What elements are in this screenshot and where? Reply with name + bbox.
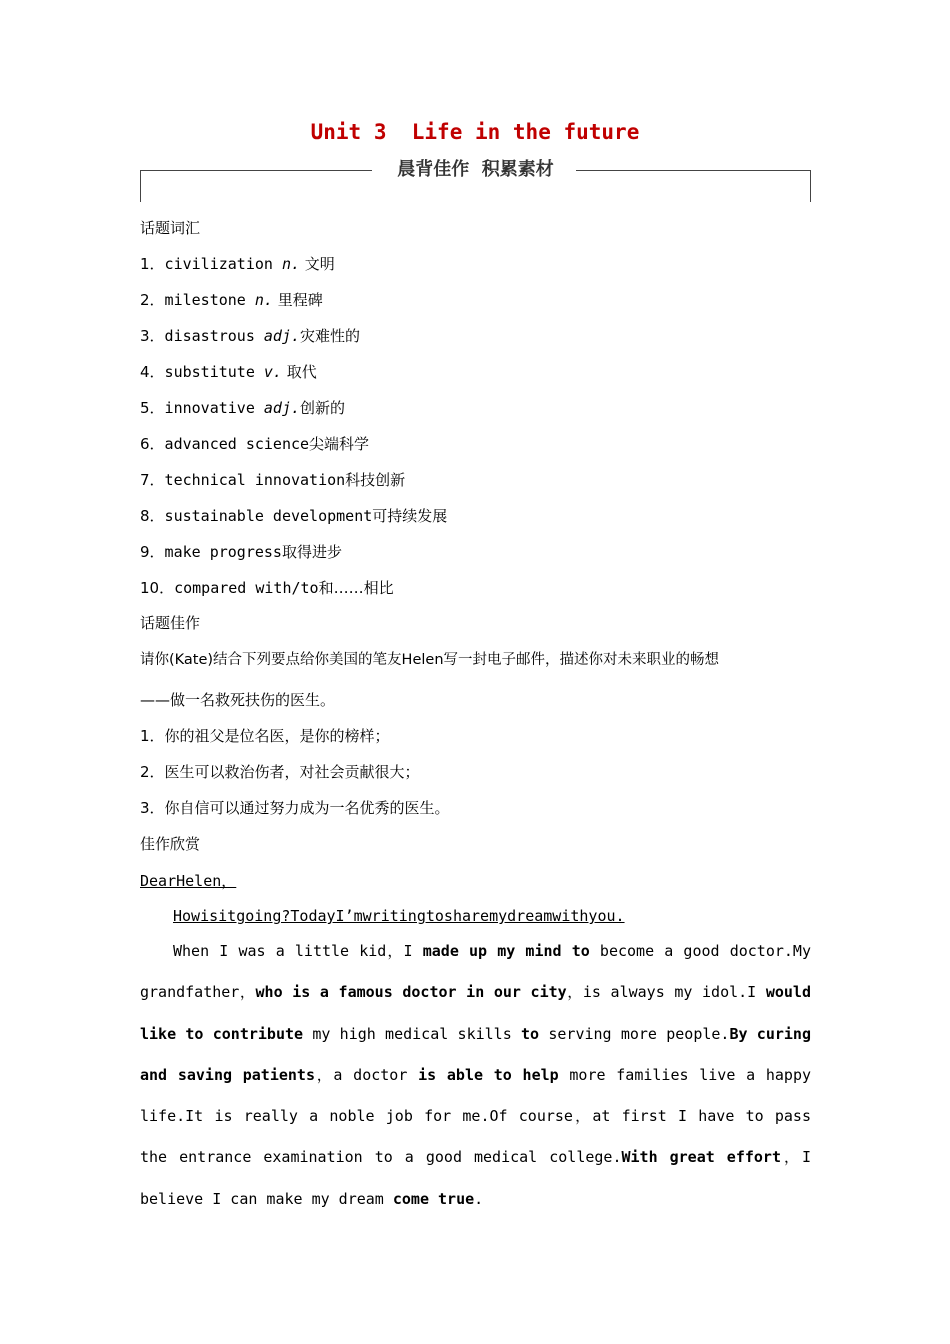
letter-opening: Howisitgoing?TodayI’mwritingtosharemydreamwithyou.	[173, 907, 625, 925]
vocab-meaning: 尖端科学	[309, 435, 370, 453]
vocab-number: 8．	[140, 507, 165, 525]
vocab-number: 4．	[140, 363, 165, 381]
letter-text: ，a doctor	[315, 1065, 419, 1084]
writing-heading: 话题佳作	[140, 614, 201, 632]
vocab-heading: 话题词汇	[140, 219, 201, 237]
letter-key-phrase: who is a famous doctor in our city	[255, 983, 567, 1002]
task-point: 1．你的祖父是位名医，是你的榜样；	[140, 727, 390, 745]
letter-key-phrase: made up my mind to	[422, 942, 590, 960]
vocab-pos: adj.	[263, 327, 301, 345]
vocab-meaning: 里程碑	[272, 291, 323, 309]
letter-text: more families live a happy life.It is really a noble job for me.Of course，at first I have to pass the entrance examination to a good medical college.	[140, 1065, 812, 1167]
letter-text: my high medical skills	[303, 1024, 522, 1043]
task-line: 请你(Kate)结合下列要点给你美国的笔友Helen写一封电子邮件，描述你对未来职业的畅想	[140, 652, 720, 668]
vocab-item	[140, 434, 369, 454]
vocab-number: 10．	[140, 579, 175, 597]
letter-greeting: DearHelen，	[140, 872, 237, 890]
vocab-meaning: 取代	[281, 363, 317, 381]
letter-text: When I was a little kid，I	[173, 942, 423, 960]
letter-text: serving more people.	[539, 1024, 730, 1043]
vocab-number: 5．	[140, 399, 165, 417]
vocab-pos: n.	[254, 291, 273, 309]
vocab-meaning: 文明	[300, 255, 335, 273]
page-title: Unit 3 Life in the future	[310, 120, 640, 144]
vocab-word: milestone	[164, 291, 255, 309]
vocab-number: 1．	[140, 255, 165, 273]
vocab-word: civilization	[164, 255, 282, 273]
vocab-meaning: 创新的	[300, 399, 346, 417]
vocab-number: 2．	[140, 291, 165, 309]
section-banner	[140, 158, 811, 202]
letter-text: ，I believe I can make my dream	[140, 1148, 811, 1208]
vocab-item	[140, 290, 323, 310]
vocab-item	[140, 578, 394, 598]
vocab-item	[140, 506, 447, 526]
letter-text: .	[474, 1189, 484, 1208]
task-point: 3．你自信可以通过努力成为一名优秀的医生。	[140, 799, 450, 817]
letter-body	[140, 931, 811, 1220]
letter-key-phrase: come true	[392, 1189, 475, 1208]
vocab-word: advanced science	[164, 435, 310, 453]
vocab-word: compared with/to	[174, 579, 319, 597]
vocab-meaning: 可持续发展	[372, 507, 448, 525]
vocab-meaning: 灾难性的	[300, 327, 361, 345]
vocab-number: 3．	[140, 327, 165, 345]
vocab-meaning: 科技创新	[345, 471, 406, 489]
vocab-item	[140, 254, 335, 274]
vocab-meaning: 取得进步	[281, 543, 342, 561]
vocab-number: 9．	[140, 543, 165, 561]
letter-key-phrase: With great effort	[621, 1148, 781, 1167]
vocab-item	[140, 326, 360, 346]
vocab-pos: adj.	[263, 399, 301, 417]
letter-key-phrase: By curing and saving patients	[140, 1024, 811, 1084]
vocab-word: technical innovation	[164, 471, 346, 489]
appreciation-heading: 佳作欣赏	[140, 835, 201, 853]
vocab-word: substitute	[164, 363, 264, 381]
vocab-word: make progress	[164, 543, 282, 561]
vocab-item	[140, 398, 345, 418]
task-point: 2．医生可以救治伤者，对社会贡献很大；	[140, 763, 420, 781]
vocab-number: 6．	[140, 435, 165, 453]
vocab-meaning: 和……相比	[318, 579, 394, 597]
vocab-word: disastrous	[164, 327, 264, 345]
letter-key-phrase: would like to contribute	[140, 983, 811, 1043]
vocab-pos: v.	[263, 363, 282, 381]
vocab-pos: n.	[281, 255, 301, 273]
letter-key-phrase: to	[521, 1024, 540, 1043]
vocab-item	[140, 362, 317, 382]
letter-text: become a good doctor.My grandfather，	[140, 942, 811, 1002]
vocab-item	[140, 470, 405, 490]
vocab-word: innovative	[164, 399, 264, 417]
banner-label: 晨背佳作 积累素材	[397, 159, 554, 180]
task-line: ——做一名救死扶伤的医生。	[140, 691, 336, 709]
vocab-number: 7．	[140, 471, 165, 489]
vocab-word: sustainable development	[164, 507, 373, 525]
vocab-item	[140, 542, 342, 562]
letter-text: ，is always my idol.I	[566, 983, 766, 1002]
letter-key-phrase: is able to help	[418, 1065, 559, 1084]
